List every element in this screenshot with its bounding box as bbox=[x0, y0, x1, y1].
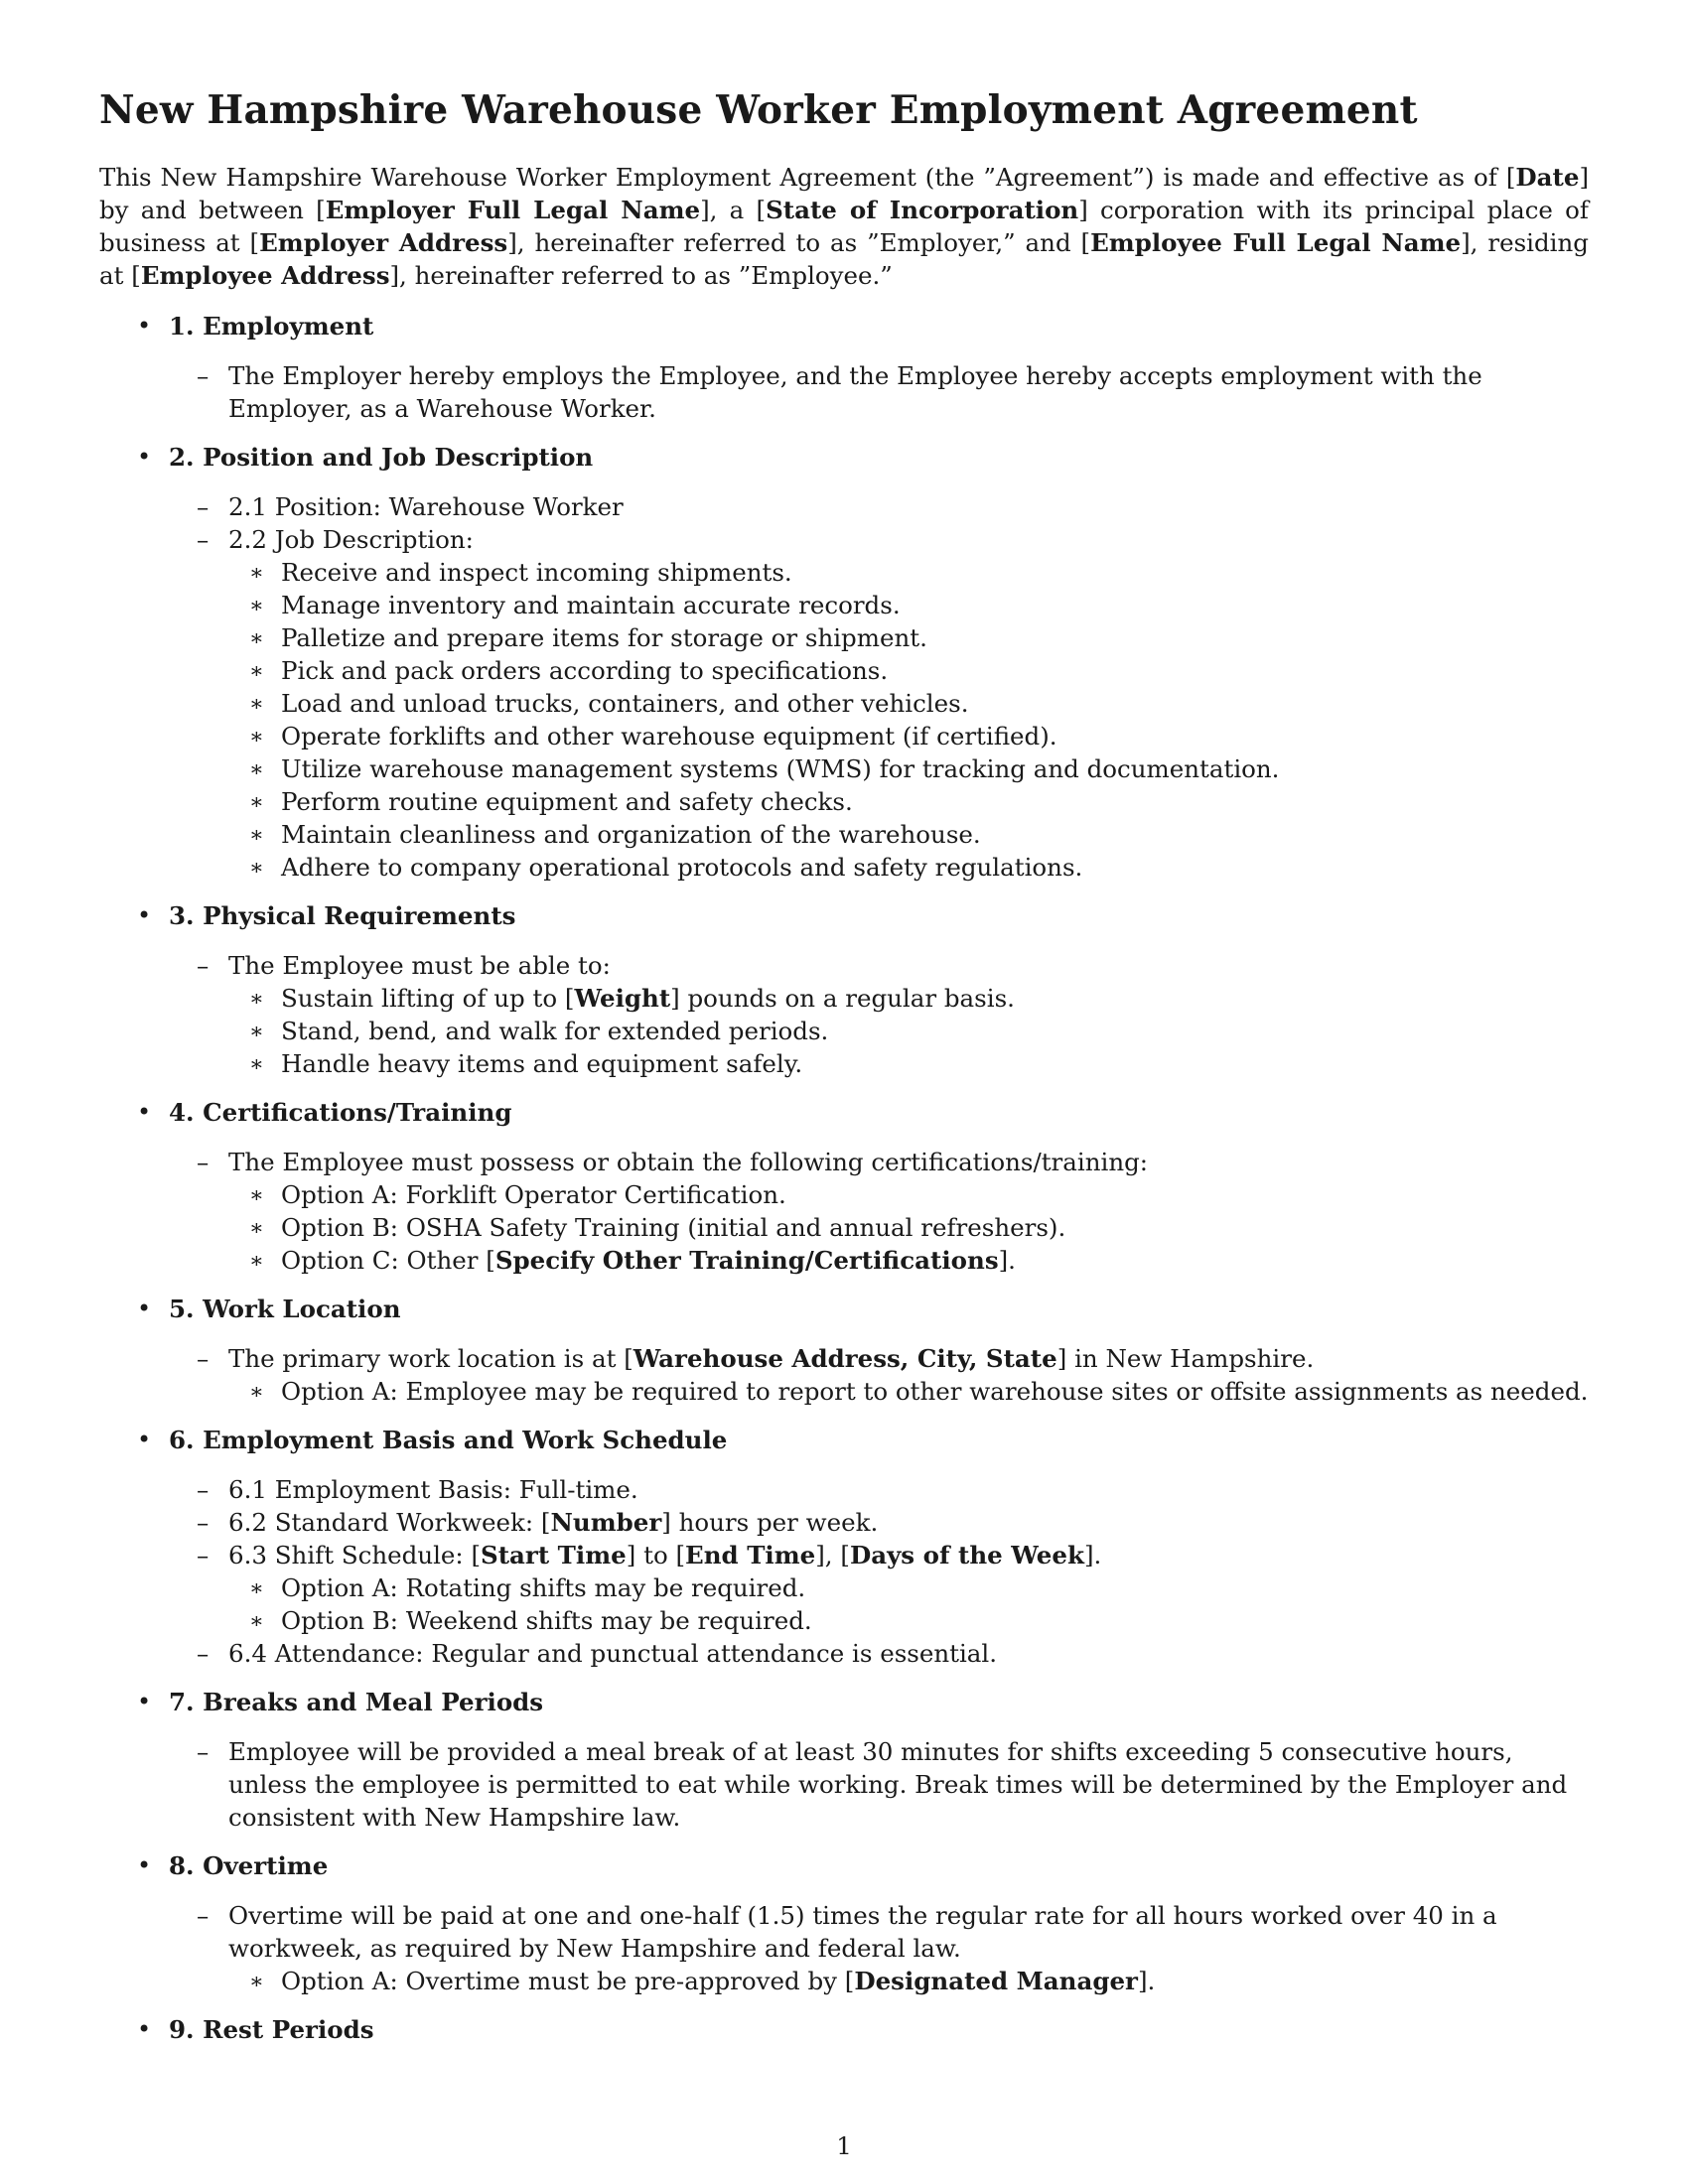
list-item: ∗ Option A: Forklift Operator Certification. bbox=[249, 1180, 786, 1209]
list-item: ∗ Option A: Rotating shifts may be required. bbox=[249, 1573, 806, 1602]
list-item: – The Employee must possess or obtain the following certifications/training: bbox=[197, 1148, 1149, 1176]
list-item: ∗ Utilize warehouse management systems (WMS) for tracking and documentation. bbox=[249, 754, 1280, 783]
bullet-icon: • bbox=[137, 901, 152, 929]
list-item: – The Employee must be able to: bbox=[197, 951, 611, 980]
list-item: ∗ Option B: OSHA Safety Training (initial and annual refreshers). bbox=[249, 1213, 1066, 1242]
section-rest-periods bbox=[99, 2013, 1589, 2046]
bullet-icon: • bbox=[137, 1098, 152, 1126]
list-item: – 6.3 Shift Schedule: [Start Time] to [End Time], [Days of the Week]. bbox=[197, 1541, 1102, 1570]
list-item: ∗ Manage inventory and maintain accurate records. bbox=[249, 591, 901, 619]
section-breaks bbox=[99, 1686, 1589, 1834]
list-item: – 2.2 Job Description: bbox=[197, 525, 474, 554]
section-heading: 9. Rest Periods bbox=[169, 2015, 374, 2044]
list-item: – 6.1 Employment Basis: Full-time. bbox=[197, 1475, 638, 1504]
job-duties-list bbox=[169, 556, 1589, 884]
bullet-icon: • bbox=[137, 1688, 152, 1715]
list-item: ∗ Operate forklifts and other warehouse equipment (if certified). bbox=[249, 722, 1057, 751]
list-item: ∗ Handle heavy items and equipment safely. bbox=[249, 1049, 803, 1078]
section-certifications bbox=[99, 1096, 1589, 1277]
section-overtime bbox=[99, 1849, 1589, 1997]
list-item: ∗ Palletize and prepare items for storage or shipment. bbox=[249, 623, 927, 652]
bullet-icon: • bbox=[137, 1851, 152, 1879]
list-item: ∗ Stand, bend, and walk for extended periods. bbox=[249, 1017, 829, 1045]
section-position bbox=[99, 441, 1589, 884]
list-item: ∗ Adhere to company operational protocols and safety regulations. bbox=[249, 853, 1083, 882]
section-heading: 6. Employment Basis and Work Schedule bbox=[169, 1426, 728, 1454]
list-item: ∗ Option A: Employee may be required to report to other warehouse sites or offsite assignments as needed. bbox=[249, 1377, 1589, 1406]
bullet-icon: • bbox=[137, 312, 152, 340]
section-heading: 1. Employment bbox=[169, 312, 374, 341]
section-heading: 2. Position and Job Description bbox=[169, 443, 594, 472]
document-title: New Hampshire Warehouse Worker Employment Agreement bbox=[99, 87, 1418, 133]
document-page bbox=[99, 87, 1589, 2046]
list-item: – The primary work location is at [Warehouse Address, City, State] in New Hampshire. bbox=[197, 1344, 1315, 1373]
section-heading: 8. Overtime bbox=[169, 1851, 329, 1880]
list-item: ∗ Perform routine equipment and safety checks. bbox=[249, 787, 853, 816]
section-heading: 7. Breaks and Meal Periods bbox=[169, 1688, 544, 1716]
section-heading: 5. Work Location bbox=[169, 1295, 401, 1323]
list-item: ∗ Maintain cleanliness and organization of the warehouse. bbox=[249, 820, 981, 849]
section-work-schedule bbox=[99, 1424, 1589, 1670]
section-employment bbox=[99, 310, 1589, 425]
intro-paragraph: This New Hampshire Warehouse Worker Employment Agreement (the ”Agreement”) is made and effective as of [Date] by and between [Employer Full Legal Name], a [State of Incorporation] corporation with its principal place of business at [Employer Address], hereinafter referred to as ”Employer,” and [Employee Full Legal Name], residing at [Employee Address], hereinafter referred to as ”Employee.” bbox=[99, 163, 1589, 290]
list-item: – 6.4 Attendance: Regular and punctual attendance is essential. bbox=[197, 1639, 998, 1668]
list-item: – 2.1 Position: Warehouse Worker bbox=[197, 492, 624, 521]
list-item: ∗ Pick and pack orders according to specifications. bbox=[249, 656, 889, 685]
list-item: – Employee will be provided a meal break of at least 30 minutes for shifts exceeding 5 consecutive hours, unless the employee is permitted to eat while working. Break times will be determined by the Employer and consistent with New Hampshire law. bbox=[197, 1737, 1568, 1832]
page-number: 1 bbox=[836, 2131, 852, 2160]
bullet-icon: • bbox=[137, 443, 152, 471]
list-item: ∗ Sustain lifting of up to [Weight] pounds on a regular basis. bbox=[249, 984, 1015, 1013]
list-item: ∗ Receive and inspect incoming shipments. bbox=[249, 558, 792, 587]
bullet-icon: • bbox=[137, 1295, 152, 1322]
list-item: – 6.2 Standard Workweek: [Number] hours per week. bbox=[197, 1508, 879, 1537]
list-item: – Overtime will be paid at one and one-half (1.5) times the regular rate for all hours worked over 40 in a workweek, as required by New Hampshire and federal law. bbox=[197, 1901, 1497, 1963]
list-item: ∗ Option C: Other [Specify Other Training/Certifications]. bbox=[249, 1246, 1016, 1275]
list-item: ∗ Option B: Weekend shifts may be required. bbox=[249, 1606, 812, 1635]
bullet-icon: • bbox=[137, 2015, 152, 2043]
list-item: – The Employer hereby employs the Employee, and the Employee hereby accepts employment with the Employer, as a Warehouse Worker. bbox=[197, 361, 1482, 423]
list-item: ∗ Option A: Overtime must be pre-approved by [Designated Manager]. bbox=[249, 1967, 1156, 1995]
list-item: ∗ Load and unload trucks, containers, and other vehicles. bbox=[249, 689, 969, 718]
section-heading: 3. Physical Requirements bbox=[169, 901, 516, 930]
section-heading: 4. Certifications/Training bbox=[169, 1098, 512, 1127]
section-work-location bbox=[99, 1293, 1589, 1408]
bullet-icon: • bbox=[137, 1426, 152, 1453]
section-physical-requirements bbox=[99, 899, 1589, 1080]
